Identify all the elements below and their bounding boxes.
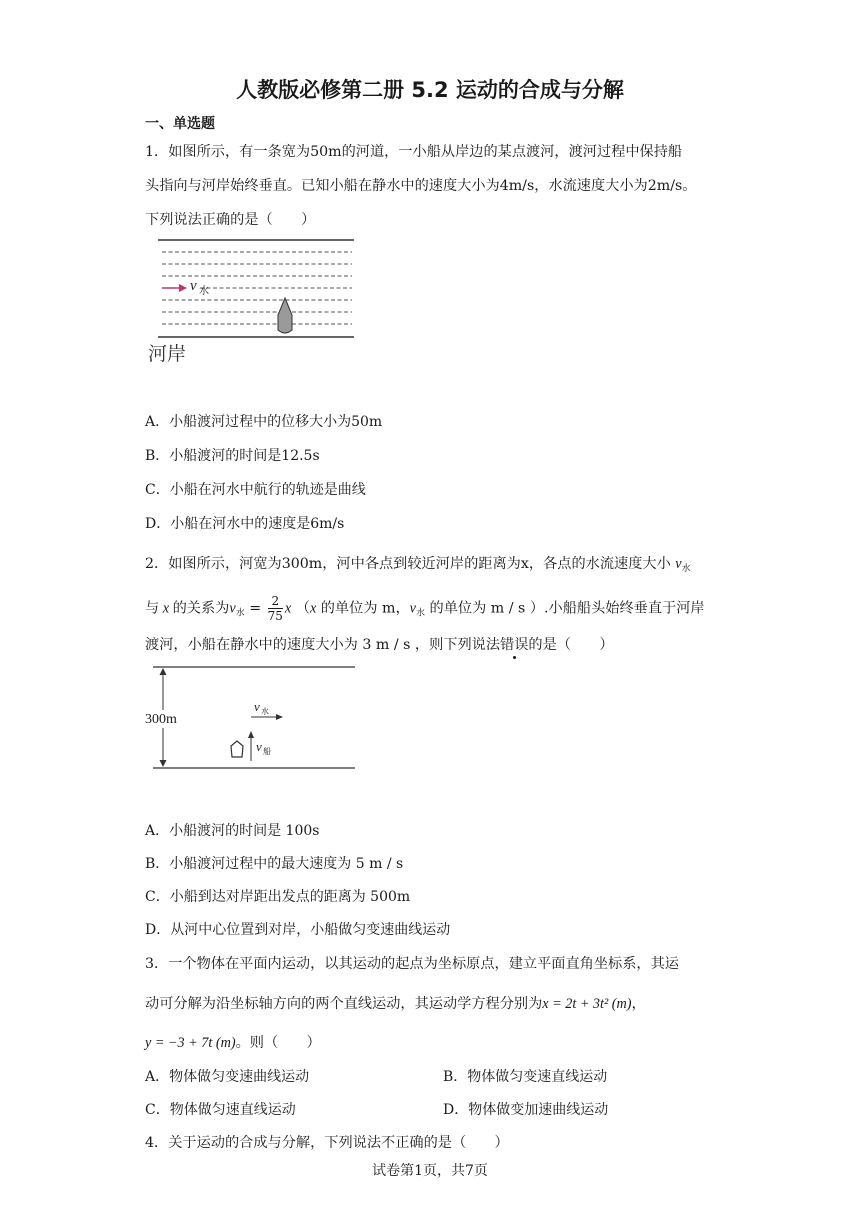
q3-option-a[interactable]: A．物体做匀变速曲线运动 [145, 1069, 310, 1085]
page-footer: 试卷第1页，共7页 [372, 1163, 488, 1179]
q2-option-b[interactable]: B．小船渡河过程中的最大速度为 5 m / s [145, 856, 404, 872]
q4-text-line1: 4．关于运动的合成与分解，下列说法不正确的是（ ） [145, 1135, 509, 1151]
q1-option-c[interactable]: C．小船在河水中航行的轨迹是曲线 [145, 482, 366, 498]
q3-option-d[interactable]: D．物体做变加速曲线运动 [443, 1102, 609, 1118]
boat-velocity-arrow [248, 731, 254, 738]
q2-text-line1: 2．如图所示，河宽为300m，河中各点到较近河岸的距离为x，各点的水流速度大小 $v_水$ [145, 556, 691, 574]
boat-icon [278, 298, 292, 333]
emphasis-word: 错误 [500, 637, 529, 653]
q2-river-figure [145, 662, 360, 774]
water-arrow [276, 714, 283, 720]
v-water-label: v [254, 699, 260, 714]
q3-text-line3: y = −3 + 7t (m)。则（ ） [145, 1035, 321, 1051]
q2-text-line2: 与 x 的关系为$v_水$ = $\frac{2}{75}$ x （x 的单位为 m，$v_水$ 的单位为 m / s ）.小船船头始终垂直于河岸 [145, 594, 705, 623]
y-equation: y = −3 + 7t (m) [145, 1035, 236, 1051]
v-boat-sub: 船 [263, 747, 271, 756]
v-water-label: v [190, 278, 197, 294]
q1-option-a[interactable]: A．小船渡河过程中的位移大小为50m [145, 414, 383, 430]
q2-option-a[interactable]: A．小船渡河的时间是 100s [145, 823, 320, 839]
q2-text-line3: 渡河，小船在静水中的速度大小为 3 m / s ，则下列说法错误的是（ ） [145, 637, 614, 653]
q1-text-line1: 1．如图所示，有一条宽为50m的河道，一小船从岸边的某点渡河，渡河过程中保持船 [145, 144, 683, 160]
bank-label: 河岸 [148, 344, 187, 365]
q2-option-c[interactable]: C．小船到达对岸距出发点的距离为 500m [145, 889, 411, 905]
q3-text-line2: 动可分解为沿坐标轴方向的两个直线运动，其运动学方程分别为x = 2t + 3t² (m)， [145, 996, 646, 1012]
velocity-fraction: $\frac{2}{75}$ [267, 594, 283, 623]
page-title: 人教版必修第二册 5.2 运动的合成与分解 [236, 78, 624, 102]
q1-text-line3: 下列说法正确的是（ ） [145, 212, 316, 228]
q2-option-d[interactable]: D．从河中心位置到对岸，小船做匀变速曲线运动 [145, 922, 451, 938]
boat-icon [231, 741, 243, 757]
q3-option-c[interactable]: C．物体做匀速直线运动 [145, 1102, 296, 1118]
q3-option-b[interactable]: B．物体做匀变速直线运动 [443, 1069, 608, 1085]
q1-text-line2: 头指向与河岸始终垂直。已知小船在静水中的速度大小为4m/s，水流速度大小为2m/s。 [145, 178, 697, 194]
river-width-label: 300m [145, 712, 177, 727]
q1-option-d[interactable]: D．小船在河水中的速度是6m/s [145, 516, 345, 532]
x-equation: x = 2t + 3t² (m) [542, 996, 632, 1012]
q1-river-figure [140, 232, 370, 372]
v-water-sub: 水 [199, 286, 209, 297]
v-boat-label: v [256, 739, 262, 754]
section-heading: 一、单选题 [145, 116, 215, 132]
q3-text-line1: 3．一个物体在平面内运动，以其运动的起点为坐标原点，建立平面直角坐标系，其运 [145, 956, 679, 972]
q1-option-b[interactable]: B．小船渡河的时间是12.5s [145, 448, 320, 464]
v-water-sub: 水 [261, 707, 269, 716]
